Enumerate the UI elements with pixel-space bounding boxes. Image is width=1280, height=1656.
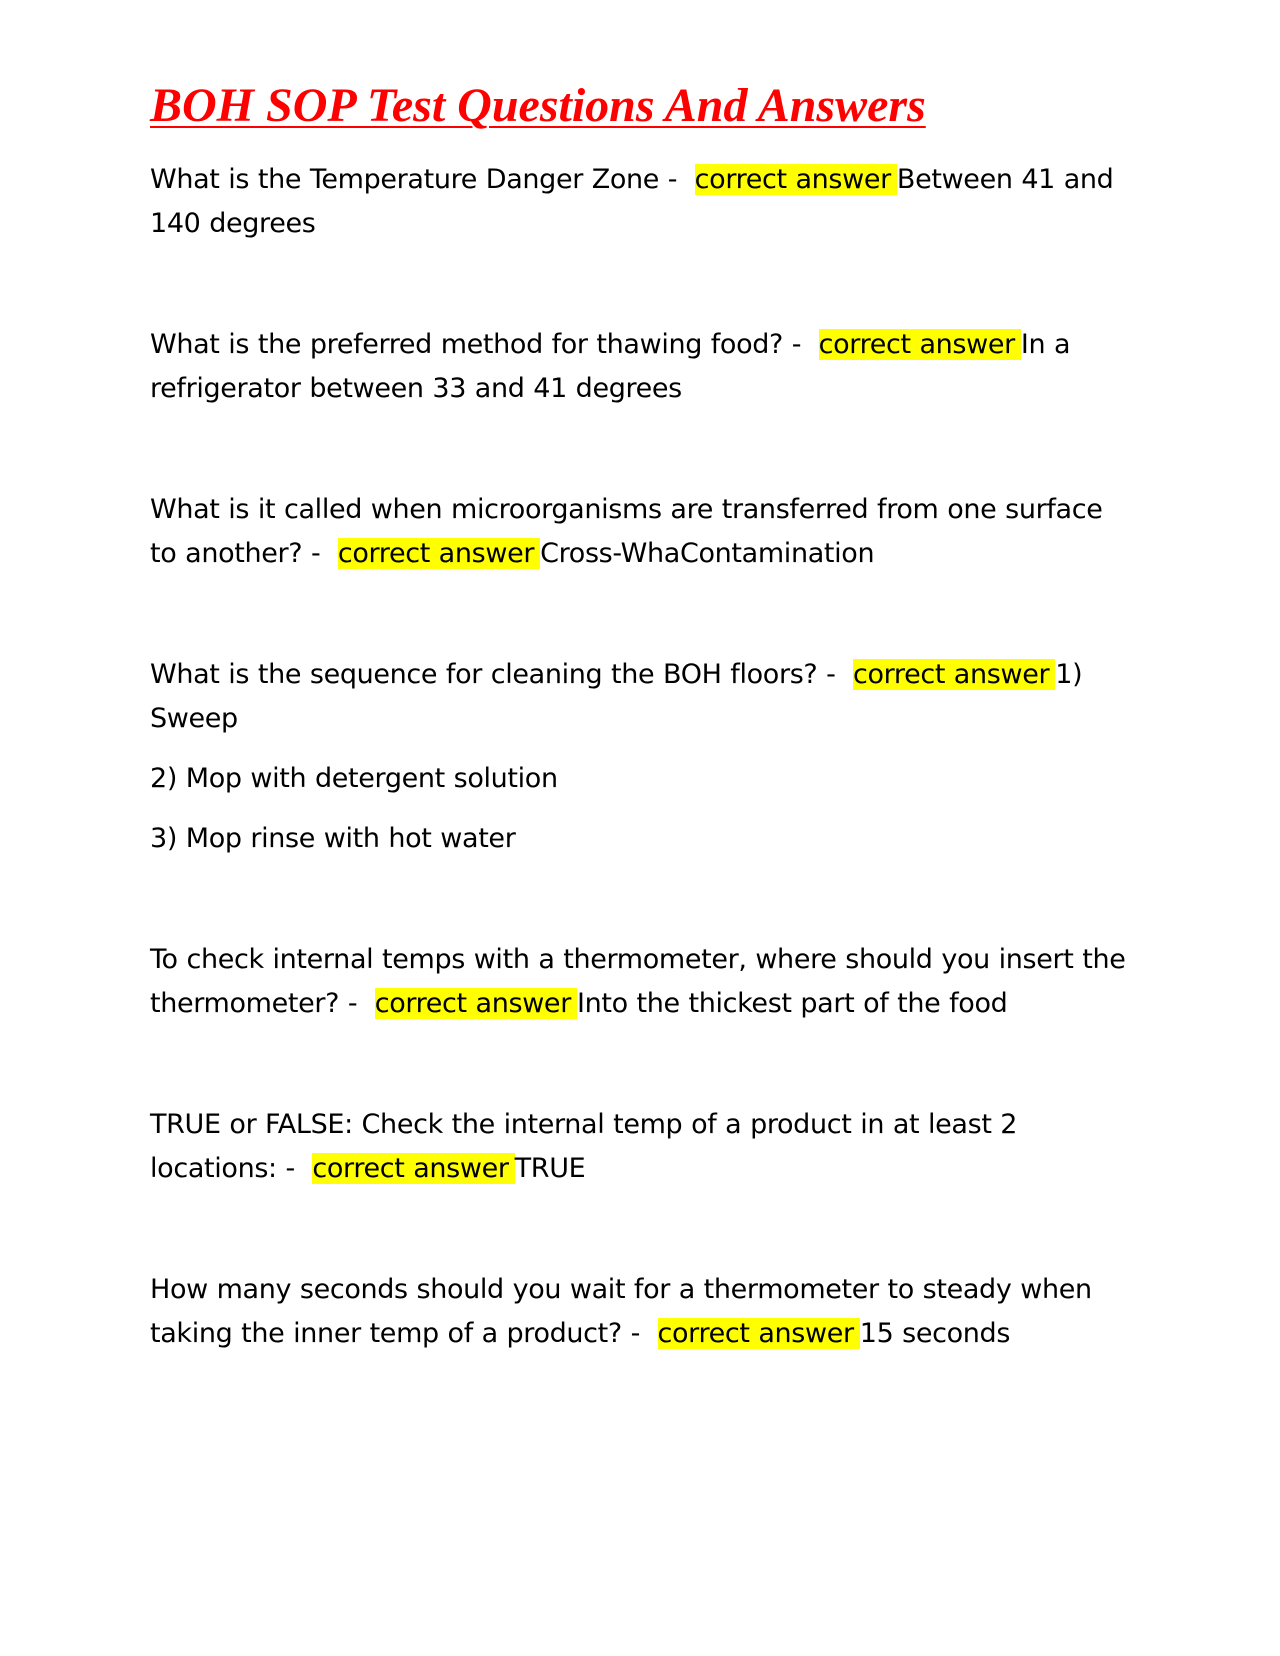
question-text: What is the Temperature Danger Zone -	[150, 164, 678, 195]
document-content	[150, 76, 1130, 1356]
question-text: To check internal temps with a thermometer, where should you insert the thermometer? -	[150, 944, 1126, 1019]
qa-item-7	[150, 1268, 1130, 1356]
spacer	[150, 1191, 1130, 1268]
answer-marker: correct answer	[853, 659, 1055, 690]
answer-text: 15 seconds	[859, 1318, 1011, 1349]
answer-text: 1) Sweep	[150, 659, 1083, 734]
answer-marker: correct answer	[819, 329, 1021, 360]
question-text: How many seconds should you wait for a thermometer to steady when taking the inner temp of a product? -	[150, 1274, 1092, 1349]
qa-list	[150, 158, 1130, 1356]
answer-marker: correct answer	[375, 988, 577, 1019]
answer-text: In a refrigerator between 33 and 41 degrees	[150, 329, 1071, 404]
question-text: What is the preferred method for thawing food? -	[150, 329, 802, 360]
question-text: What is it called when microorganisms are transferred from one surface to another? -	[150, 494, 1103, 569]
document-title: BOH SOP Test Questions And Answers	[150, 79, 926, 132]
answer-text: Between 41 and 140 degrees	[150, 164, 1114, 239]
qa-item-2	[150, 323, 1130, 411]
answer-text: Into the thickest part of the food	[576, 988, 1008, 1019]
answer-marker: correct answer	[695, 164, 897, 195]
qa-item-4	[150, 653, 1130, 741]
answer-marker: correct answer	[312, 1153, 514, 1184]
answer-marker: correct answer	[338, 538, 540, 569]
qa-item-6	[150, 1103, 1130, 1191]
question-text: TRUE or FALSE: Check the internal temp of a product in at least 2 locations: -	[150, 1109, 1018, 1184]
spacer	[150, 411, 1130, 488]
spacer	[150, 576, 1130, 653]
answer-step-2: 2) Mop with detergent solution	[150, 763, 558, 794]
spacer	[150, 861, 1130, 938]
answer-marker: correct answer	[658, 1318, 860, 1349]
question-text: What is the sequence for cleaning the BOH floors? -	[150, 659, 836, 690]
qa-item-3	[150, 488, 1130, 576]
spacer	[150, 246, 1130, 323]
answer-text: Cross-WhaContamination	[540, 538, 875, 569]
spacer	[150, 1026, 1130, 1103]
qa-item-5	[150, 938, 1130, 1026]
answer-step-3: 3) Mop rinse with hot water	[150, 823, 516, 854]
qa-item-1	[150, 158, 1130, 246]
answer-text: TRUE	[514, 1153, 586, 1184]
